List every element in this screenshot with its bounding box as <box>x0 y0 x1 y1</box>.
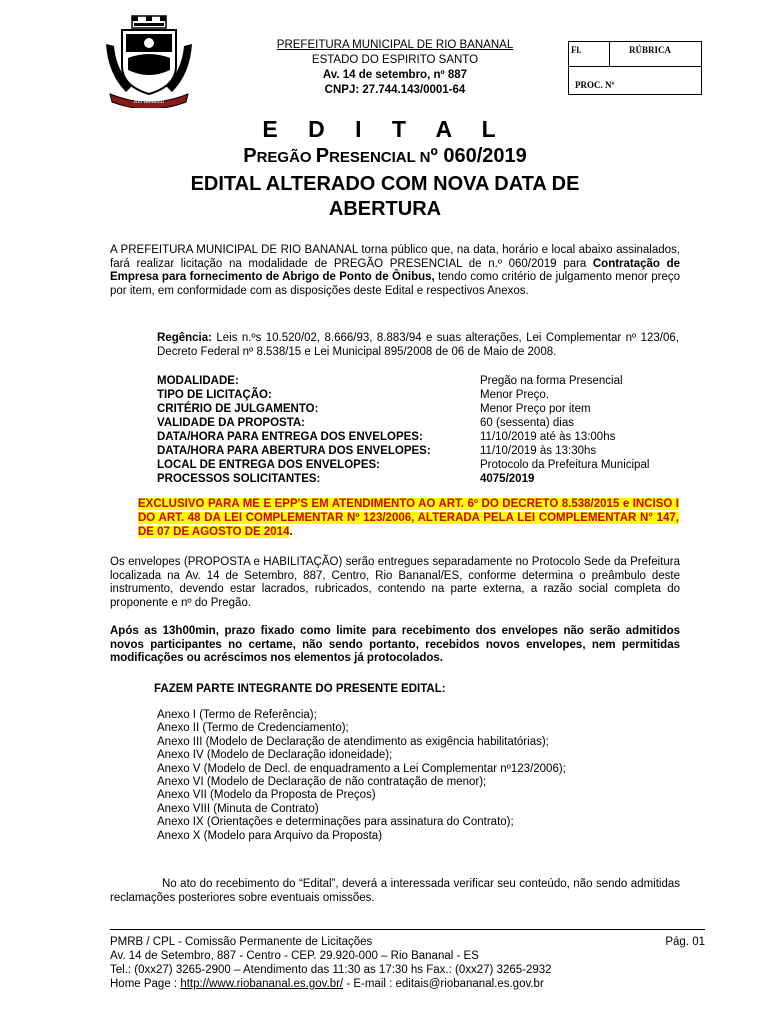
list-item: LOCAL DE ENTREGA DOS ENVELOPES: Protocolo da Prefeitura Municipal <box>157 459 650 471</box>
list-item: Anexo V (Modelo de Decl. de enquadramento a Lei Complementar nº123/2006); <box>157 762 566 775</box>
page-number: Pág. 01 <box>665 936 705 948</box>
modalidade-list <box>157 374 687 486</box>
pregao-title: PREGÃO PRESENCIAL Nº 060/2019 <box>243 145 527 167</box>
list-item: DATA/HORA PARA ABERTURA DOS ENVELOPES: 11/10/2019 às 13:30hs <box>157 445 597 457</box>
list-item: DATA/HORA PARA ENTREGA DOS ENVELOPES: 11/10/2019 até às 13:00hs <box>157 431 616 443</box>
crown-icon <box>132 16 166 28</box>
apos-paragraph: Após as 13h00min, prazo fixado como limite para recebimento dos envelopes não serão admitidos novos participantes no certame, não sendo portanto, recebidos novos envelopes, nem permitidas modificações ou acréscimos nos elementos já protocolados. <box>110 625 680 664</box>
municipal-coat-of-arms <box>104 14 194 108</box>
regencia-paragraph: Regência: Leis n.ºs 10.520/02, 8.666/93, 8.883/94 e suas alterações, Lei Complementar nº 123/06, Decreto Federal nº 8.538/15 e Lei Municipal 895/2008 de 06 de Maio de 2008. <box>157 332 679 358</box>
list-item: Anexo IX (Orientações e determinações para assinatura do Contrato); <box>157 816 514 829</box>
list-item: MODALIDADE: Pregão na forma Presencial <box>157 375 623 387</box>
rubrica-stamp-box <box>568 41 702 95</box>
list-item: Anexo I (Termo de Referência); <box>157 709 317 721</box>
prefeitura-name: PREFEITURA MUNICIPAL DE RIO BANANAL <box>276 39 514 51</box>
list-item: Anexo VII (Modelo da Proposta de Preços) <box>157 789 376 802</box>
anexos-list <box>157 709 566 843</box>
edital-alterado-title: EDITAL ALTERADO COM NOVA DATA DE ABERTURA <box>190 173 580 220</box>
list-item: Anexo IV (Modelo de Declaração idoneidade); <box>157 749 393 762</box>
address: Av. 14 de setembro, nº 887 <box>322 69 468 81</box>
proc-label: PROC. Nº <box>575 80 615 90</box>
footer-email: - E-mail : editais@riobananal.es.gov.br <box>343 978 544 990</box>
fl-label: Fl. <box>571 45 582 55</box>
intro-paragraph: A PREFEITURA MUNICIPAL DE RIO BANANAL torna público que, na data, horário e local abaixo assinalados, fará realizar licitação na modalidade de PREGÃO PRESENCIAL de n.º 060/2019 para Contratação de Empresa para fornecimento de Abrigo de Ponto de Ônibus, tendo como critério de julgamento menor preço por item, em conformidade com as disposições deste Edital e respectivos Anexos. <box>110 244 681 297</box>
list-item: CRITÉRIO DE JULGAMENTO: Menor Preço por item <box>157 403 591 415</box>
state-name: ESTADO DO ESPIRITO SANTO <box>311 54 479 66</box>
envelopes-paragraph: Os envelopes (PROPOSTA e HABILITAÇÃO) serão entregues separadamente no Protocolo Sede da Prefeitura localizada na Av. 14 de Setembro, 887, Centro, Rio Bananal/ES, conforme determina o preâmbulo deste instrumento, devendo estar lacrados, rubricados, contendo na parte externa, a razão social completa do proponente e nº do Pregão. <box>110 556 680 609</box>
letterhead <box>240 38 550 98</box>
list-item: TIPO DE LICITAÇÃO: Menor Preço. <box>157 389 550 401</box>
recebimento-paragraph: No ato do recebimento do “Edital”, deverá a interessada verificar seu conteúdo, não sendo admitidas reclamações posteriores sobre eventuais omissões. <box>110 878 680 904</box>
home-page-link[interactable]: http://www.riobananal.es.gov.br/ <box>180 978 344 990</box>
exclusivo-notice: EXCLUSIVO PARA ME E EPP'S EM ATENDIMENTO AO ART. 6º DO DECRETO 8.538/2015 e INCISO I DO ART. 48 DA LEI COMPLEMENTAR Nº 123/2006, ALTERADA PELA LEI COMPLEMENTAR N° 147, DE 07 DE AGOSTO DE 2014. <box>138 498 679 538</box>
footer-address: Av. 14 de Setembro, 887 - Centro - CEP. 29.920-000 – Rio Bananal - ES <box>110 950 479 962</box>
rubrica-label: RÚBRICA <box>629 45 672 55</box>
list-item: Anexo III (Modelo de Declaração de atendimento as exigência habilitatórias); <box>157 735 549 748</box>
footer-phone: Tel.: (0xx27) 3265-2900 – Atendimento das 11:30 as 17:30 hs Fax.: (0xx27) 3265-2932 <box>110 964 552 976</box>
list-item: VALIDADE DA PROPOSTA: 60 (sessenta) dias <box>157 417 574 429</box>
list-item: Anexo VI (Modelo de Declaração de não contratação de menor); <box>157 776 487 789</box>
list-item: Anexo X (Modelo para Arquivo da Proposta) <box>157 829 383 842</box>
list-item: Anexo VIII (Minuta de Contrato) <box>157 802 319 815</box>
ribbon-text: Rio Bananal <box>133 99 165 105</box>
list-item: PROCESSOS SOLICITANTES: 4075/2019 <box>157 473 535 485</box>
edital-title: E D I T A L <box>262 116 508 142</box>
footer <box>110 935 705 991</box>
footer-line1: PMRB / CPL - Comissão Permanente de Licitações <box>110 936 373 948</box>
footer-divider <box>110 929 705 930</box>
cnpj: CNPJ: 27.744.143/0001-64 <box>324 84 466 96</box>
fazem-parte-heading: FAZEM PARTE INTEGRANTE DO PRESENTE EDITAL: <box>154 683 446 695</box>
footer-contacts: Home Page : http://www.riobananal.es.gov.br/ - E-mail : editais@riobananal.es.gov.br <box>110 978 544 990</box>
list-item: Anexo II (Termo de Credenciamento); <box>157 722 349 735</box>
